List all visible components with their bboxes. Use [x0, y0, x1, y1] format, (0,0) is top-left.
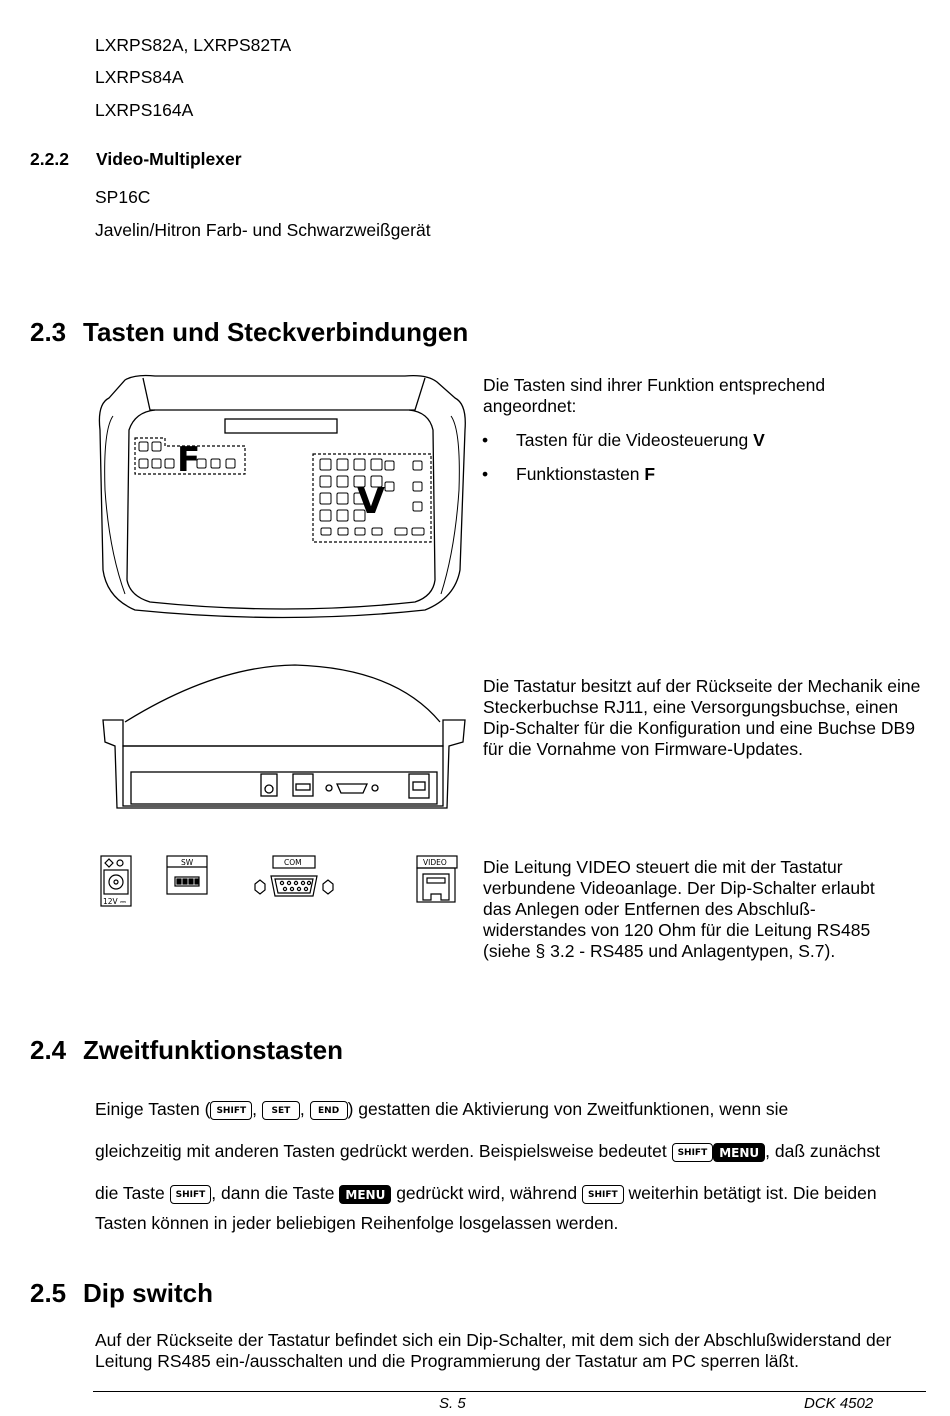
section-title-222: Video-Multiplexer	[96, 149, 242, 169]
keyboard-top-view-diagram	[95, 370, 470, 640]
end-key-icon: END	[310, 1101, 348, 1120]
rear-panel-description: Die Tastatur besitzt auf der Rückseite der Mechanik eine Steckerbuchse RJ11, eine Versorgungsbuchse, einen Dip-Schalter für die Konfiguration und eine Buchse DB9 für die Vornahme von Firmware-Updates.	[483, 676, 921, 759]
multiplexer-item-2: Javelin/Hitron Farb- und Schwarzweißgerät	[95, 220, 431, 240]
section-number-222: 2.2.2	[30, 149, 69, 169]
dip-switch-description: Auf der Rückseite der Tastatur befindet sich ein Dip-Schalter, mit dem sich der Abschlußwiderstand der Leitung RS485 ein-/ausschalten und die Programmierung der Tastatur am PC sperren läßt.	[95, 1330, 892, 1371]
footer-document-id: DCK 4502	[804, 1395, 874, 1412]
model-line-3: LXRPS164A	[95, 100, 194, 120]
bullet-function-keys: Funktionstasten F	[516, 464, 656, 484]
video-line-description: Die Leitung VIDEO steuert die mit der Tastatur verbundene Videoanlage. Der Dip-Schalter erlaubt das Anlegen oder Entfernen des Abschluß-widerstandes von 120 Ohm für die Leitung RS485 (siehe § 3.2 - RS485 und Anlagentypen, S.7).	[483, 857, 875, 961]
section-number-25: 2.5	[30, 1278, 67, 1308]
model-line-2: LXRPS84A	[95, 67, 184, 87]
video-label: VIDEO	[423, 858, 447, 867]
section-number-23: 2.3	[30, 317, 67, 347]
bullet-icon: •	[482, 464, 489, 484]
section-number-24: 2.4	[30, 1035, 67, 1065]
second-function-line-4: Tasten können in jeder beliebigen Reihenfolge losgelassen werden.	[95, 1213, 619, 1233]
shift-key-icon: SHIFT	[672, 1143, 714, 1162]
second-function-line-3: die Taste SHIFT , dann die Taste MENU gedrückt wird, während SHIFT weiterhin betätigt ist. Die beiden	[95, 1183, 877, 1203]
bullet-icon: •	[482, 430, 489, 450]
menu-key-icon: MENU	[713, 1143, 765, 1162]
set-key-icon: SET	[262, 1101, 300, 1120]
shift-key-icon: SHIFT	[210, 1101, 252, 1120]
section-title-23: Tasten und Steckverbindungen	[83, 317, 469, 347]
multiplexer-item-1: SP16C	[95, 187, 151, 207]
shift-key-icon: SHIFT	[582, 1185, 624, 1204]
footer-rule	[93, 1391, 926, 1392]
shift-key-icon: SHIFT	[170, 1185, 212, 1204]
f-zone-label: F	[177, 440, 201, 480]
rear-connectors-diagram	[95, 852, 470, 912]
menu-key-icon: MENU	[339, 1185, 391, 1204]
second-function-line-1: Einige Tasten ( SHIFT , SET , END ) gestatten die Aktivierung von Zweitfunktionen, wenn sie	[95, 1099, 789, 1119]
keys-intro-text: Die Tasten sind ihrer Funktion entsprechend angeordnet:	[483, 375, 826, 416]
model-line-1: LXRPS82A, LXRPS82TA	[95, 35, 292, 55]
v-zone-label: V	[357, 481, 385, 522]
power-label: 12V ⎓	[103, 897, 127, 906]
keyboard-back-view-diagram	[95, 662, 470, 812]
second-function-line-2: gleichzeitig mit anderen Tasten gedrückt werden. Beispielsweise bedeutet SHIFT MENU , daß zunächst	[95, 1141, 880, 1161]
footer-page-number: S. 5	[439, 1395, 466, 1412]
sw-label: SW	[181, 858, 194, 867]
section-title-25: Dip switch	[83, 1278, 214, 1308]
bullet-video-keys: Tasten für die Videosteuerung V	[516, 430, 765, 450]
section-title-24: Zweitfunktionstasten	[83, 1035, 344, 1065]
com-label: COM	[284, 858, 302, 867]
